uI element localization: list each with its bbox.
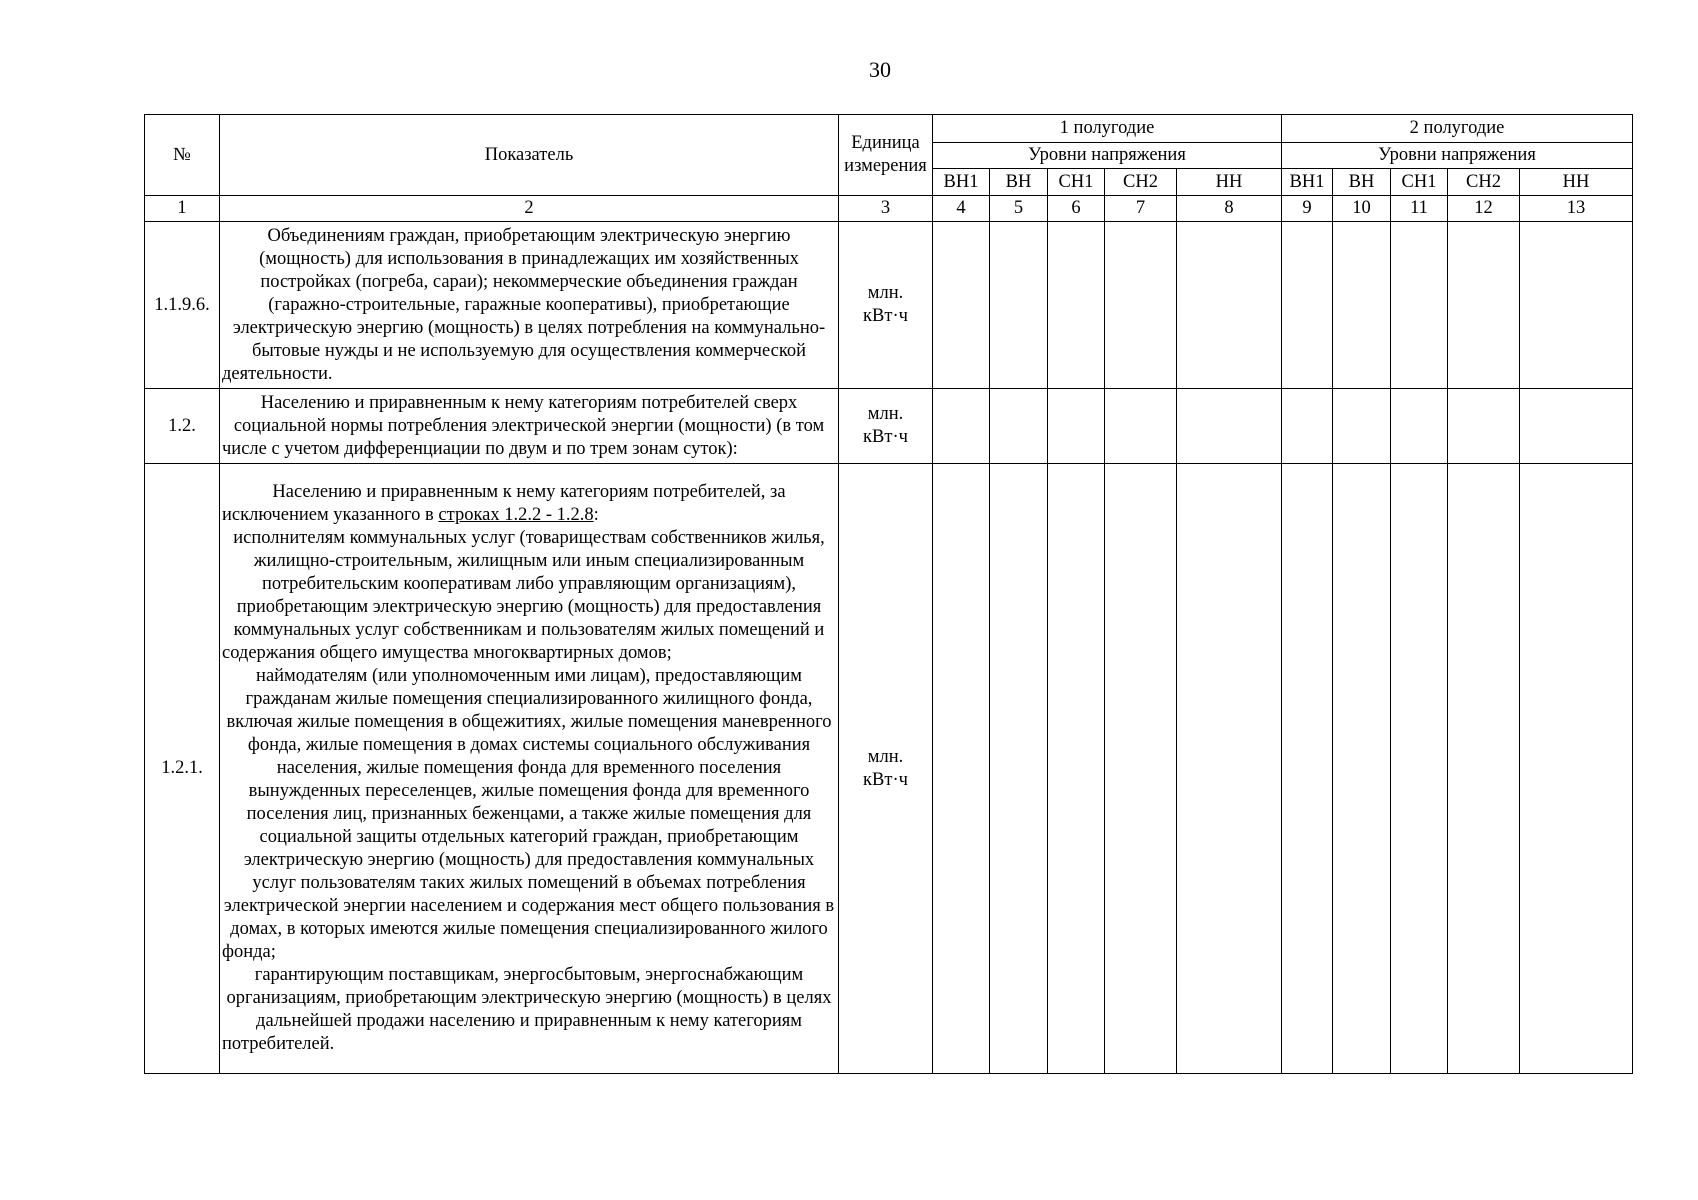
value-cell [1520,464,1633,1074]
value-cell [1448,222,1520,389]
header-no: № [145,115,220,196]
level-sn1-h1: СН1 [1048,169,1105,196]
column-number: 7 [1105,196,1177,222]
column-number: 9 [1282,196,1333,222]
row-description [220,389,839,464]
column-number: 10 [1333,196,1391,222]
column-number: 3 [839,196,933,222]
header-half1: 1 полугодие [933,115,1282,143]
header-indicator: Показатель [220,115,839,196]
value-cell [990,464,1048,1074]
report-table [144,114,1633,1074]
value-cell [1333,389,1391,464]
level-sn2-h2: СН2 [1448,169,1520,196]
row-number: 1.2.1. [145,464,220,1074]
header-half2: 2 полугодие [1282,115,1633,143]
row-description [220,464,839,1074]
header-unit-line1: Единица [851,133,920,153]
value-cell [1391,464,1448,1074]
value-cell [933,389,990,464]
level-sn2-h1: СН2 [1105,169,1177,196]
table-row [145,222,1633,389]
row-unit-line1: млн. [867,283,904,303]
level-vn-h2: ВН [1333,169,1391,196]
row-description-p1 [222,481,836,527]
header-unit [839,115,933,196]
column-number: 1 [145,196,220,222]
row-number: 1.1.9.6. [145,222,220,389]
level-vn1-h2: ВН1 [1282,169,1333,196]
value-cell [1391,389,1448,464]
row-description-p2: исполнителям коммунальных услуг (товариществам собственников жилья, жилищно-строительным, жилищным или иным специализированным потребительским кооперативам либо управляющим организациям), приобретающим электрическую энергию (мощность) для предоставления коммунальных услуг собственникам и пользователям жилых помещений и содержания общего имущества многоквартирных домов; [222,528,825,663]
row-unit-line1: млн. [867,404,904,424]
value-cell [1177,389,1282,464]
value-cell [1048,222,1105,389]
column-number: 12 [1448,196,1520,222]
row-description [220,222,839,389]
row-unit-line1: млн. [867,746,904,767]
row-unit [839,464,933,1074]
value-cell [1448,464,1520,1074]
value-cell [1520,222,1633,389]
column-number: 11 [1391,196,1448,222]
column-number: 13 [1520,196,1633,222]
row-description-text: Объединениям граждан, приобретающим электрическую энергию (мощность) для использования в принадлежащих им хозяйственных постройках (погреба, сараи); некоммерческие объединения граждан (гаражно-строительные, гаражные кооперативы), приобретающие электрическую энергию (мощность) в целях потребления на коммунально-бытовые нужды и не используемую для осуществления коммерческой деятельности. [222,225,826,384]
row-description-text: Населению и приравненным к нему категориям потребителей, за исключением указанного в [222,482,786,525]
page-number: 30 [869,57,891,82]
value-cell [1391,222,1448,389]
value-cell [990,389,1048,464]
table-row [145,464,1633,1074]
row-description-text: Населению и приравненным к нему категориям потребителей сверх социальной нормы потребления электрической энергии (мощности) (в том числе с учетом дифференциации по двум и по трем зонам суток): [222,392,825,459]
level-nn-h2: НН [1520,169,1633,196]
row-unit [839,222,933,389]
value-cell [1333,222,1391,389]
rows-reference-link[interactable]: строках 1.2.2 - 1.2.8 [438,505,594,525]
value-cell [1520,389,1633,464]
value-cell [1448,389,1520,464]
header-unit-line2: измерения [844,156,927,176]
value-cell [1048,464,1105,1074]
row-description-p4: гарантирующим поставщикам, энергосбытовым, энергоснабжающим организациям, приобретающим электрическую энергию (мощность) в целях дальнейшей продажи населению и приравненным к нему категориям потребителей. [222,965,832,1054]
row-unit-line2: кВт·ч [863,769,908,790]
value-cell [990,222,1048,389]
value-cell [1333,464,1391,1074]
header-voltage-levels-2: Уровни напряжения [1282,143,1633,169]
value-cell [1282,222,1333,389]
level-nn-h1: НН [1177,169,1282,196]
column-number: 5 [990,196,1048,222]
row-unit-line2: кВт·ч [863,427,908,447]
value-cell [933,464,990,1074]
level-vn1-h1: ВН1 [933,169,990,196]
value-cell [1282,389,1333,464]
header-row-1 [145,115,1633,143]
value-cell [1105,389,1177,464]
row-unit-line2: кВт·ч [863,306,908,326]
row-description-p3: наймодателям (или уполномоченным ими лицам), предоставляющим гражданам жилые помещения специализированного жилищного фонда, включая жилые помещения в общежитиях, жилые помещения маневренного фонда, жилые помещения в домах системы социального обслуживания населения, жилые помещения фонда для временного поселения вынужденных переселенцев, жилые помещения фонда для временного поселения лиц, признанных беженцами, а также жилые помещения для социальной защиты отдельных категорий граждан, приобретающим электрическую энергию (мощность) для предоставления коммунальных услуг пользователям таких жилых помещений в объемах потребления электрической энергии населением и содержания мест общего пользования в домах, в которых имеются жилые помещения специализированного жилого фонда; [222,666,835,962]
column-number-row [145,196,1633,222]
column-number: 2 [220,196,839,222]
level-vn-h1: ВН [990,169,1048,196]
value-cell [1105,464,1177,1074]
header-voltage-levels-1: Уровни напряжения [933,143,1282,169]
row-unit [839,389,933,464]
value-cell [933,222,990,389]
value-cell [1105,222,1177,389]
table-row [145,389,1633,464]
value-cell [1177,464,1282,1074]
level-sn1-h2: СН1 [1391,169,1448,196]
value-cell [1282,464,1333,1074]
column-number: 4 [933,196,990,222]
row-number: 1.2. [145,389,220,464]
value-cell [1048,389,1105,464]
row-description-text: : [593,505,599,525]
column-number: 8 [1177,196,1282,222]
column-number: 6 [1048,196,1105,222]
value-cell [1177,222,1282,389]
